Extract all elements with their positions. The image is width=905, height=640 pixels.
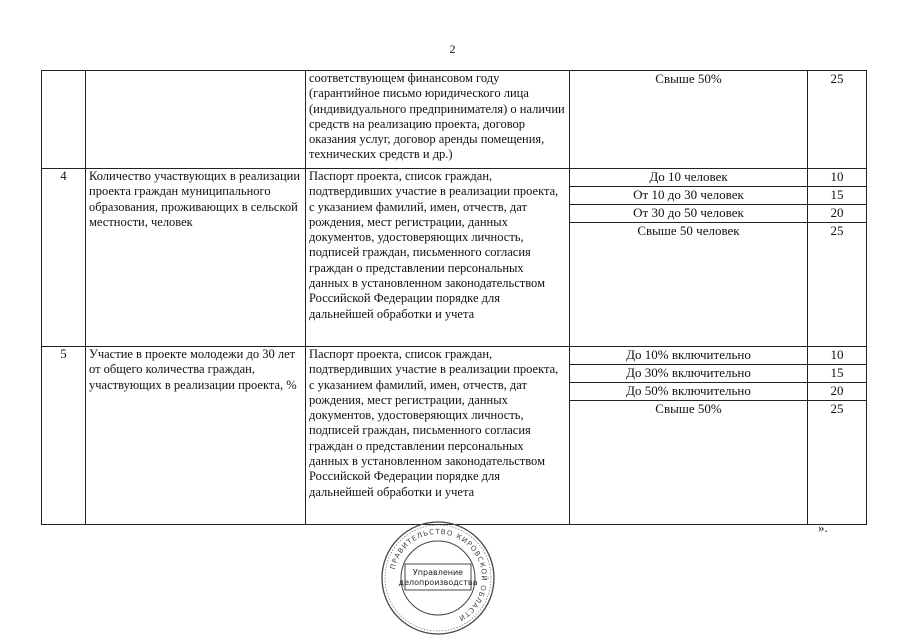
- condition-cell: От 30 до 50 человек: [570, 205, 808, 223]
- score-cell: 25: [808, 223, 867, 347]
- score-cell: 20: [808, 383, 867, 401]
- documents-cell: соответствующем финансовом году (гарантийное письмо юридического лица (индивидуального предпринимателя) о наличии средств на реализацию проекта, договор оказания услуг, договор аренды помещения, технических средств и др.): [306, 71, 570, 169]
- score-cell: 10: [808, 169, 867, 187]
- criterion-name-cell: Количество участвующих в реализации проекта граждан муниципального образования, проживающих в сельской местности, человек: [86, 169, 306, 347]
- score-cell: 25: [808, 401, 867, 525]
- documents-cell: Паспорт проекта, список граждан, подтвердивших участие в реализации проекта, с указанием фамилий, имен, отчеств, дат рождения, мест регистрации, данных документов, удостоверяющих личность, подписей граждан, письменного согласия граждан о представлении персональных данных в установленном законодательством Российской Федерации порядке для дальнейшей обработки и учета: [306, 169, 570, 347]
- stamp-center-line-1: Управление: [412, 568, 464, 577]
- score-cell: 15: [808, 365, 867, 383]
- row-number-cell: [42, 71, 86, 169]
- stamp-ring-text: ПРАВИТЕЛЬСТВО КИРОВСКОЙ ОБЛАСТИ: [388, 527, 489, 623]
- condition-cell: От 10 до 30 человек: [570, 187, 808, 205]
- closing-quote: ».: [818, 520, 828, 535]
- criteria-table: [41, 70, 867, 525]
- score-cell: 25: [808, 71, 867, 169]
- condition-cell: До 30% включительно: [570, 365, 808, 383]
- documents-cell: Паспорт проекта, список граждан, подтвердивших участие в реализации проекта, с указанием фамилий, имен, отчеств, дат рождения, мест регистрации, данных документов, удостоверяющих личность, подписей граждан, письменного согласия граждан о представлении персональных данных в установленном законодательством Российской Федерации порядке для дальнейшей обработки и учета: [306, 347, 570, 525]
- stamp-center-line-2: делопроизводства: [398, 578, 478, 587]
- condition-cell: Свыше 50 человек: [570, 223, 808, 347]
- page-number: 2: [449, 42, 456, 56]
- condition-cell: Свыше 50%: [570, 401, 808, 525]
- criterion-name-cell: [86, 71, 306, 169]
- table-row: [42, 169, 867, 187]
- score-cell: 15: [808, 187, 867, 205]
- condition-cell: До 10% включительно: [570, 347, 808, 365]
- row-number-cell: 5: [42, 347, 86, 525]
- condition-cell: До 50% включительно: [570, 383, 808, 401]
- condition-cell: До 10 человек: [570, 169, 808, 187]
- score-cell: 10: [808, 347, 867, 365]
- table-row-continuation: [42, 71, 867, 169]
- score-cell: 20: [808, 205, 867, 223]
- criterion-name-cell: Участие в проекте молодежи до 30 лет от общего количества граждан, участвующих в реализации проекта, %: [86, 347, 306, 525]
- table-row: [42, 347, 867, 365]
- condition-cell: Свыше 50%: [570, 71, 808, 169]
- office-stamp: [378, 518, 498, 638]
- stamp-seal-icon: [378, 518, 498, 638]
- row-number-cell: 4: [42, 169, 86, 347]
